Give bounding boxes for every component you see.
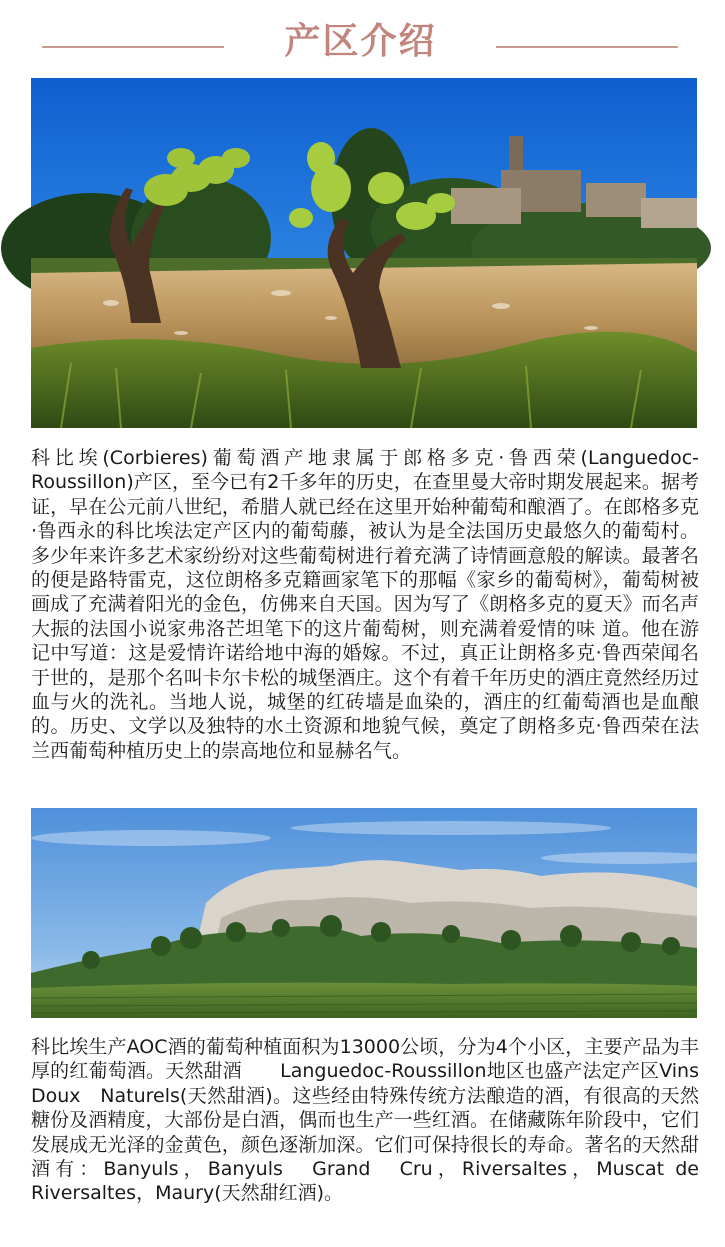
aoc-wines-paragraph: 科比埃生产AOC酒的葡萄种植面积为13000公顷，分为4个小区，主要产品为丰厚的红葡萄酒。天然甜酒 Languedoc-Roussillon地区也盛产法定产区Vins Doux Naturels(天然甜酒)。这些经由特殊传统方法酿造的酒，有很高的天然糖份及酒精度，大部份是白酒，偶而也生产一些红酒。在储藏陈年阶段中，它们发展成无光泽的金黄色，颜色逐渐加深。它们可保持很长的寿命。著名的天然甜酒有：Banyuls，Banyuls Grand Cru，Riversaltes，Muscat de Riversaltes，Maury(天然甜红酒)。: [31, 1036, 719, 1205]
title-rule-left: [42, 46, 224, 48]
region-intro-paragraph: 科比埃(Corbieres)葡萄酒产地隶属于郎格多克·鲁西荣(Languedoc-Roussillon)产区，至今已有2千多年的历史，在查里曼大帝时期发展起来。据考证，早在公元前八世纪，希腊人就已经在这里开始种葡萄和酿酒了。在郎格多克·鲁西永的科比埃法定产区内的葡萄藤，被认为是全法国历史最悠久的葡萄村。多少年来许多艺术家纷纷对这些葡萄树进行着充满了诗情画意般的解读。最著名的便是路特雷克，这位朗格多克籍画家笔下的那幅《家乡的葡萄树》，葡萄树被画成了充满着阳光的金色，仿佛来自天国。因为写了《朗格多克的夏天》而名声大振的法国小说家弗洛芒坦笔下的这片葡萄树，则充满着爱情的味 道。他在游记中写道：这是爱情许诺给地中海的婚嫁。不过，真正让朗格多克·鲁西荣闻名于世的，是那个名叫卡尔卡松的城堡酒庄。这个有着千年历史的酒庄竟然经历过血与火的洗礼。当地人说，城堡的红砖墙是血染的，酒庄的红葡萄酒也是血酿的。历史、文学以及独特的水土资源和地貌气候，奠定了朗格多克·鲁西荣在法兰西葡萄种植历史上的崇高地位和显赫名气。: [31, 447, 699, 762]
vineyard-vines-photo: [31, 78, 697, 428]
section-header: [0, 0, 725, 78]
title-rule-right: [496, 46, 678, 48]
page-title: 产区介绍: [284, 21, 437, 62]
vineyard-vines-image: [31, 78, 697, 428]
limestone-hills-photo: [31, 808, 697, 1018]
limestone-hills-image: [31, 808, 697, 1018]
